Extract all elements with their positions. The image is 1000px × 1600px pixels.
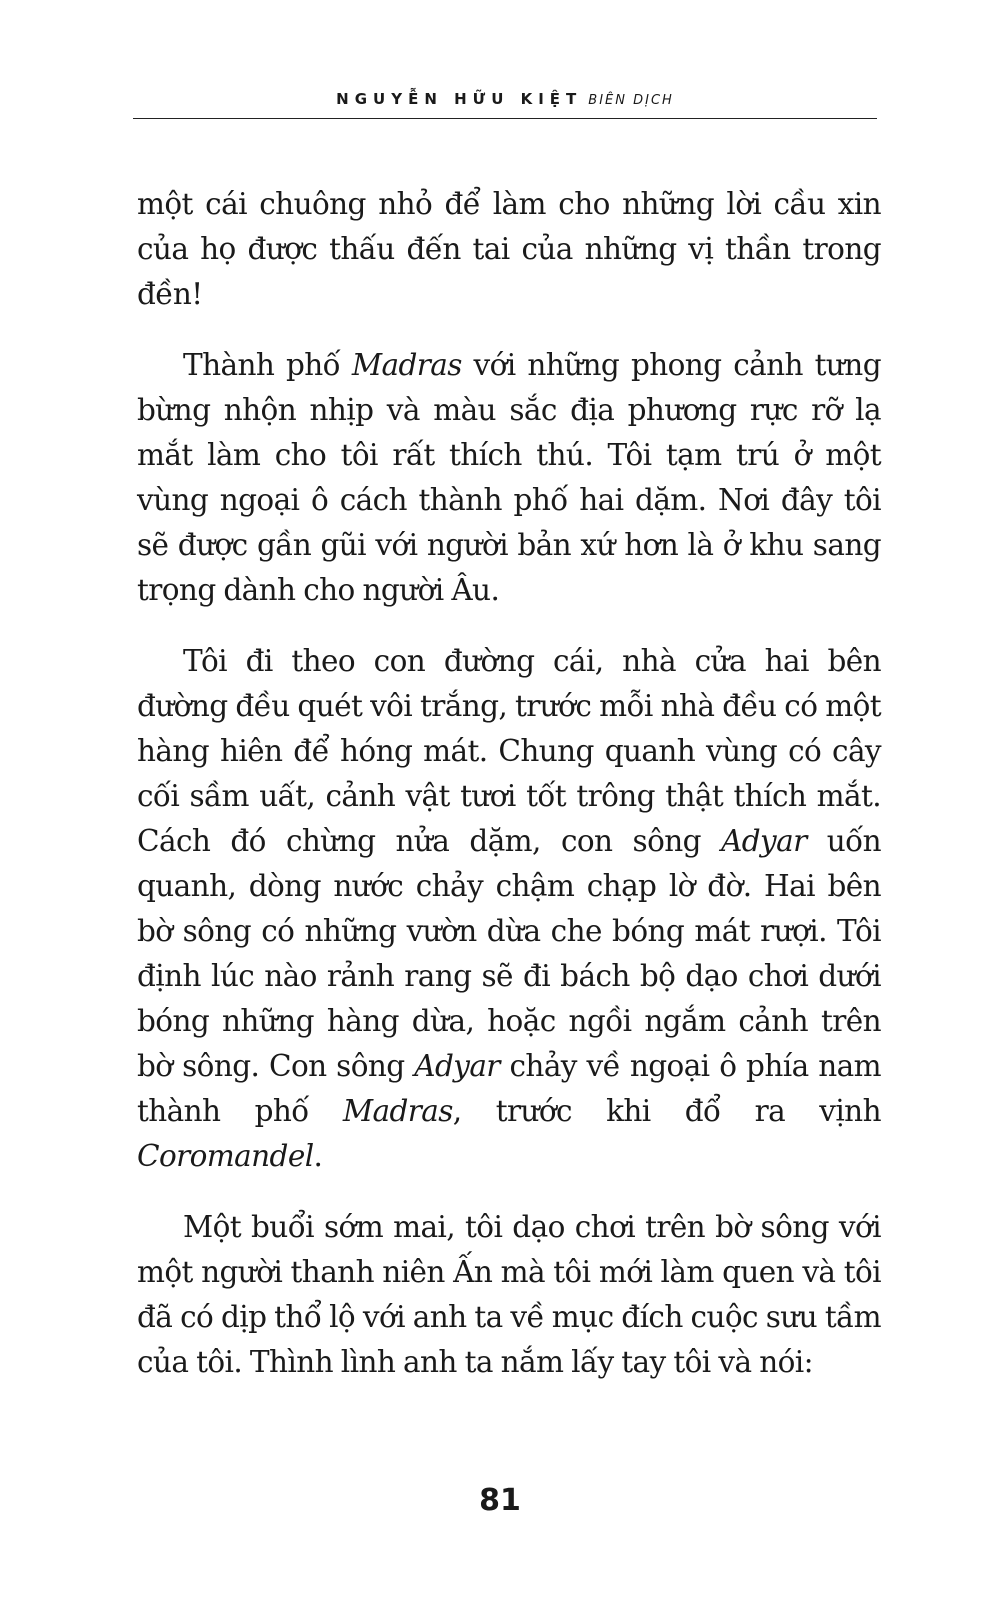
text-run: Một buổi sớm mai, tôi dạo chơi trên bờ sông với một người thanh niên Ấn mà tôi mới làm quen và tôi đã có dịp thổ lộ với anh ta về mục đích cuộc sưu tầm của tôi. Thình lình anh ta nắm lấy tay tôi và nói:: [137, 1210, 881, 1379]
text-run: Tôi đi theo con đường cái, nhà cửa hai bên đường đều quét vôi trắng, trước mỗi nhà đều có một hàng hiên để hóng mát. Chung quanh vùng có cây cối sầm uất, cảnh vật tươi tốt trông thật thích mắt. Cách đó chừng nửa dặm, con sông: [137, 644, 881, 858]
page-number: 81: [479, 1483, 521, 1518]
italic-text-run: Madras: [351, 348, 462, 382]
italic-text-run: Adyar: [721, 824, 807, 858]
text-run: uốn quanh, dòng nước chảy chậm chạp lờ đờ. Hai bên bờ sông có những vườn dừa che bóng mát rượi. Tôi định lúc nào rảnh rang sẽ đi bách bộ dạo chơi dưới bóng những hàng dừa, hoặc ngồi ngắm cảnh trên bờ sông. Con sông: [137, 824, 881, 1083]
text-run: , trước khi đổ ra vịnh: [452, 1094, 881, 1128]
text-run: với những phong cảnh tưng bừng nhộn nhịp và màu sắc địa phương rực rỡ lạ mắt làm cho tôi rất thích thú. Tôi tạm trú ở một vùng ngoại ô cách thành phố hai dặm. Nơi đây tôi sẽ được gần gũi với người bản xứ hơn là ở khu sang trọng dành cho người Âu.: [137, 348, 881, 607]
paragraph: [137, 182, 881, 317]
body-text: [137, 182, 881, 1411]
italic-text-run: Coromandel: [137, 1139, 314, 1173]
italic-text-run: Adyar: [414, 1049, 500, 1083]
text-run: chảy về ngoại ô phía nam thành phố: [137, 1049, 881, 1128]
italic-text-run: Madras: [342, 1094, 453, 1128]
header-author: NGUYỄN HỮU KIỆT: [336, 90, 583, 108]
paragraph: [137, 343, 881, 613]
text-run: Thành phố: [183, 348, 352, 382]
paragraph: [137, 1205, 881, 1385]
text-run: .: [313, 1139, 323, 1173]
paragraph: [137, 639, 881, 1179]
running-header: [133, 90, 877, 110]
header-role: BIÊN DỊCH: [588, 93, 674, 108]
header-divider: [133, 118, 877, 119]
text-run: một cái chuông nhỏ để làm cho những lời cầu xin của họ được thấu đến tai của những vị thần trong đền!: [137, 187, 881, 311]
